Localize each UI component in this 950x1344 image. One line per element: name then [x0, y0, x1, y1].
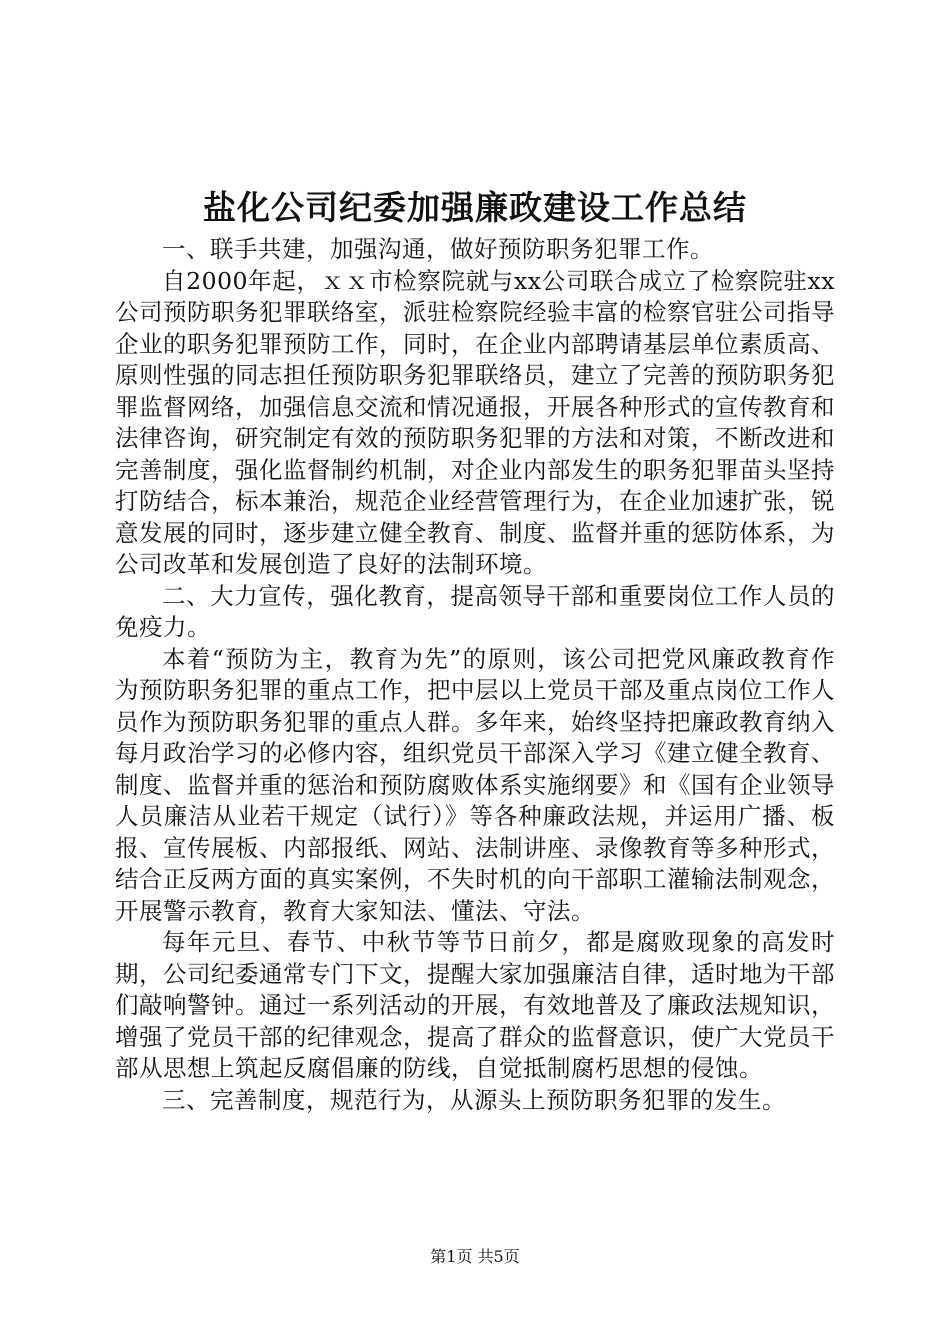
paragraph: 自2000年起，ｘｘ市检察院就与xx公司联合成立了检察院驻xx公司预防职务犯罪联络室，派驻检察院经验丰富的检察官驻公司指导企业的职务犯罪预防工作，同时，在企业内部聘请基层单位素质高、原则性强的同志担任预防职务犯罪联络员，建立了完善的预防职务犯罪监督网络，加强信息交流和情况通报，开展各种形式的宣传教育和法律咨询，研究制定有效的预防职务犯罪的方法和对策，不断改进和完善制度，强化监督制约机制，对企业内部发生的职务犯罪苗头坚持打防结合，标本兼治，规范企业经营管理行为，在企业加速扩张，锐意发展的同时，逐步建立健全教育、制度、监督并重的惩防体系，为公司改革和发展创造了良好的法制环境。 [115, 266, 835, 578]
page-footer: 第1页 共5页 [430, 1247, 520, 1266]
section-heading-1: 一、联手共建，加强沟通，做好预防职务犯罪工作。 [162, 235, 714, 263]
section-heading-2: 二、大力宣传，强化教育，提高领导干部和重要岗位工作人员的免疫力。 [115, 581, 835, 641]
paragraph: 本着“预防为主，教育为先”的原则，该公司把党风廉政教育作为预防职务犯罪的重点工作，把中层以上党员干部及重点岗位工作人员作为预防职务犯罪的重点人群。多年来，始终坚持把廉政教育纳入每月政治学习的必修内容，组织党员干部深入学习《建立健全教育、制度、监督并重的惩治和预防腐败体系实施纲要》和《国有企业领导人员廉洁从业若干规定（试行）》等各种廉政法规，并运用广播、板报、宣传展板、内部报纸、网站、法制讲座、录像教育等多种形式，结合正反两方面的真实案例，不失时机的向干部职工灌输法制观念，开展警示教育，教育大家知法、懂法、守法。 [115, 644, 835, 925]
section-heading-3: 三、完善制度，规范行为，从源头上预防职务犯罪的发生。 [162, 1085, 786, 1114]
document-title: 盐化公司纪委加强廉政建设工作总结 [203, 188, 747, 227]
paragraph: 每年元旦、春节、中秋节等节日前夕，都是腐败现象的高发时期，公司纪委通常专门下文，提醒大家加强廉洁自律，适时地为干部们敲响警钟。通过一系列活动的开展，有效地普及了廉政法规知识，增强了党员干部的纪律观念，提高了群众的监督意识，使广大党员干部从思想上筑起反腐倡廉的防线，自觉抵制腐朽思想的侵蚀。 [115, 928, 835, 1082]
document-body [115, 234, 835, 1116]
